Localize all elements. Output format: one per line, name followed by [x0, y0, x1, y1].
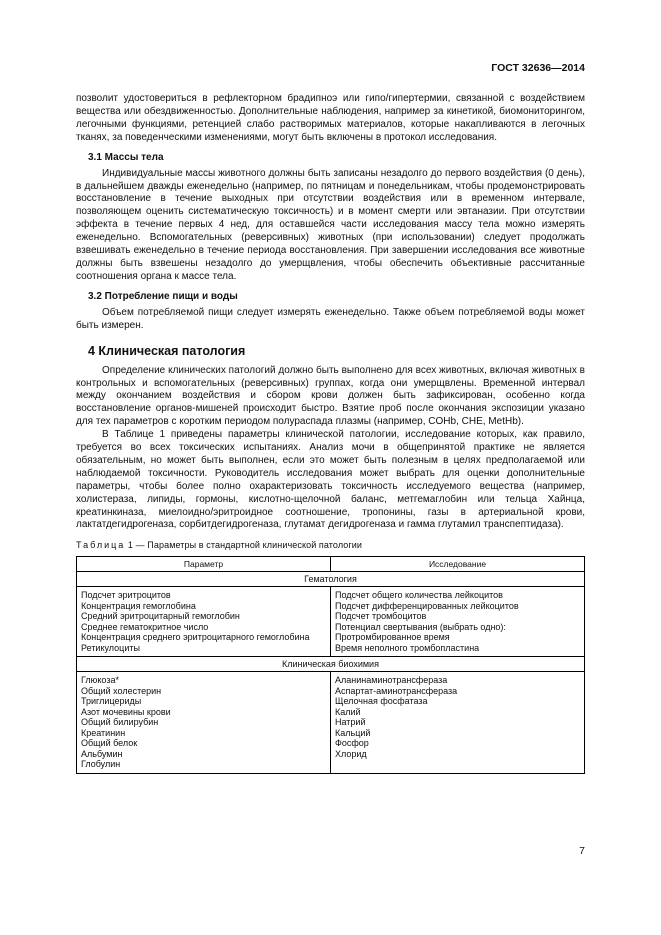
group-title-hematology: Гематология [77, 572, 585, 587]
list-item: Концентрация среднего эритроцитарного гемоглобина [81, 632, 310, 643]
hematology-right-cell [331, 587, 585, 657]
document-code: ГОСТ 32636—2014 [491, 62, 585, 74]
list-item: Аланинаминотрансфераза [335, 675, 448, 686]
list-item: Аспартат-аминотрансфераза [335, 685, 458, 696]
list-item: Альбумин [81, 748, 123, 759]
list-item: Кальций [335, 727, 371, 738]
list-item: Подсчет эритроцитов [81, 590, 171, 601]
list-item: Подсчет тромбоцитов [335, 611, 427, 622]
table-caption-label: Таблица [76, 540, 126, 551]
list-item: Глобулин [81, 759, 121, 770]
section-4-title: 4 Клиническая патология [88, 343, 246, 358]
list-item: Протромбированное время [335, 632, 450, 643]
list-item: Концентрация гемоглобина [81, 600, 196, 611]
list-item: Щелочная фосфатаза [335, 696, 428, 707]
table-header-row [77, 557, 585, 572]
section-3-1-title: 3.1 Массы тела [88, 151, 164, 163]
list-item: Калий [335, 706, 361, 717]
list-item: Время неполного тромбопластина [335, 642, 480, 653]
col-header-parameter: Параметр [77, 557, 331, 572]
section-3-2-text: Объем потребляемой пищи следует измерять еженедельно. Также объем потребляемой воды может быть измерен. [76, 306, 585, 331]
list-item: Среднее гематокритное число [81, 621, 209, 632]
document-body [76, 93, 585, 774]
group-row-hematology [77, 572, 585, 587]
list-item: Креатинин [81, 727, 126, 738]
col-header-study: Исследование [331, 557, 585, 572]
list-item: Общий холестерин [81, 685, 162, 696]
list-item: Хлорид [335, 748, 367, 759]
section-4-paragraph-2: В Таблице 1 приведены параметры клинической патологии, исследование которых, как правило, требуется во всех токсических испытаниях. Анализ мочи в общепринятой практике не является обязательным, но может быть выполнен, если это может быть полезным в целях предполагаемой или наблюдаемой токсичности. Руководитель исследования может выбрать для оценки дополнительные параметры, чтобы более полно охарактеризовать токсичность исследуемого вещества (например, холистераза, липиды, гормоны, кислотно-щелочной баланс, метгемаглобин или тельца Хайнца, креатинкиназа, миелоидно/эритроидное соотношение, тропонины, газы в артериальной крови, лактатдегидрогеназа, сорбитдегидрогеназа, глутамат дегидрогеназа и гамма глутамил транспептидаза). [76, 429, 585, 531]
group-row-biochemistry [77, 657, 585, 672]
section-3-2-title: 3.2 Потребление пищи и воды [88, 290, 238, 302]
table-caption-text: 1 — Параметры в стандартной клинической патологии [125, 540, 363, 551]
list-item: Подсчет общего количества лейкоцитов [335, 590, 503, 601]
list-item: Триглицериды [81, 696, 142, 707]
table-row-biochemistry [77, 672, 585, 774]
page-number: 7 [579, 845, 585, 857]
intro-paragraph: позволит удостовериться в рефлекторном брадипноэ или гипо/гипертермии, связанной с воздействием вещества или обездвиженностью. Дополнительные наблюдения, например за кинетикой, биомониторингом, легочными функциями, ретенцией слабо растворимых материалов, которые накапливаются в легочных тканях, за поведенческими изменениями, могут быть включены в протокол исследования. [76, 93, 585, 143]
section-3-1-text: Индивидуальные массы животного должны быть записаны незадолго до первого воздействия (0 день), в дальнейшем дважды еженедельно (например, по пятницам и понедельникам, чтобы продемонстрировать восстановление в течение выходных при отсутствии воздействия или в временном интервале, позволяющем оценить систематическую токсичность) и в момент смерти или эвтаназии. При отсутствии эффекта в течение первых 4 нед, для оставшейся части исследования массу тела можно измерять еженедельно. Вспомогательных (реверсивных) животных (при использовании) следует продолжать взвешивать еженедельно в течение периода восстановления. При завершении исследования все животные должны быть взвешены незадолго до умерщвления, чтобы обеспечить объективные рассчитанные соотношения органа к массе тела. [76, 167, 585, 282]
biochemistry-left-cell [77, 672, 331, 774]
list-item: Потенциал свертывания (выбрать одно): [335, 621, 506, 632]
hematology-left-cell [77, 587, 331, 657]
list-item: Средний эритроцитарный гемоглобин [81, 611, 240, 622]
table-caption [76, 540, 585, 550]
list-item: Фосфор [335, 738, 369, 749]
list-item: Натрий [335, 717, 366, 728]
section-4-paragraph-1: Определение клинических патологий должно быть выполнено для всех животных, включая животных в контрольных и вспомогательных (реверсивных) группах, когда они умерщвлены. Временной интервал между окончанием воздействия и сбором крови должен быть зафиксирован, особенно когда восстановление органов-мишеней происходит быстро. Взятие проб после окончания экспозиции указано для тех параметров с коротким периодом полураспада плазмы (например, COHb, CHE, MetHb). [76, 364, 585, 428]
clinical-pathology-table [76, 556, 585, 774]
list-item: Общий белок [81, 738, 138, 749]
table-row-hematology [77, 587, 585, 657]
group-title-biochemistry: Клиническая биохимия [77, 657, 585, 672]
list-item: Глюкоза* [81, 675, 119, 686]
list-item: Азот мочевины крови [81, 706, 171, 717]
biochemistry-right-cell [331, 672, 585, 774]
list-item: Ретикулоциты [81, 642, 140, 653]
list-item: Общий билирубин [81, 717, 159, 728]
list-item: Подсчет дифференцированных лейкоцитов [335, 600, 519, 611]
